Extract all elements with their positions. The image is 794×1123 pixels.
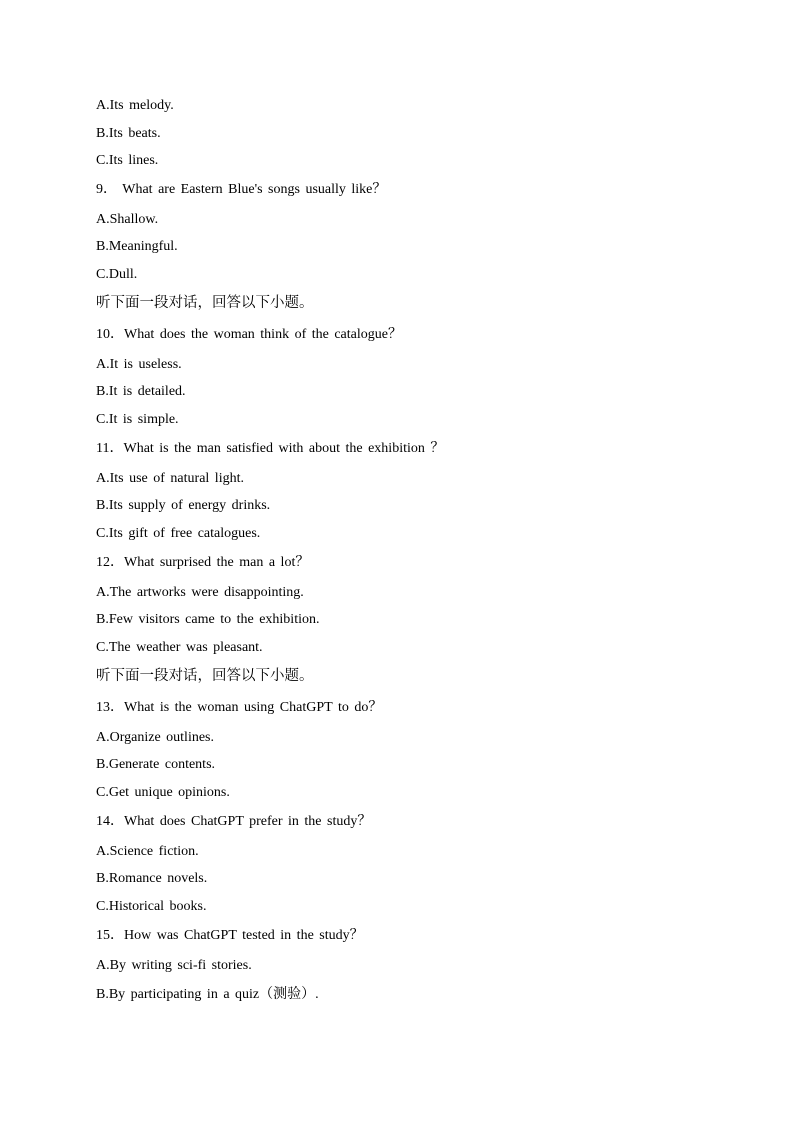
question-15: 15．How was ChatGPT tested in the study？ xyxy=(96,928,364,943)
option-13c: C.Get unique opinions. xyxy=(96,785,230,800)
option-14b: B.Romance novels. xyxy=(96,871,208,886)
option-14c: C.Historical books. xyxy=(96,899,207,914)
option-11b: B.Its supply of energy drinks. xyxy=(96,498,271,513)
option-9b: B.Meaningful. xyxy=(96,239,178,254)
option-13b: B.Generate contents. xyxy=(96,757,216,772)
option-15b: B.By participating in a quiz（测验）. xyxy=(96,987,319,1002)
question-10: 10．What does the woman think of the catalogue？ xyxy=(96,327,402,342)
option-9c: C.Dull. xyxy=(96,267,138,282)
option-11a: A.Its use of natural light. xyxy=(96,471,244,486)
question-13: 13．What is the woman using ChatGPT to do？ xyxy=(96,700,383,715)
question-14: 14．What does ChatGPT prefer in the study？ xyxy=(96,814,372,829)
question-12: 12．What surprised the man a lot？ xyxy=(96,555,310,570)
option-8a: A.Its melody. xyxy=(96,98,174,113)
option-11c: C.Its gift of free catalogues. xyxy=(96,526,261,541)
section-instruction: 听下面一段对话，回答以下小题。 xyxy=(96,295,314,311)
option-14a: A.Science fiction. xyxy=(96,844,199,859)
option-12b: B.Few visitors came to the exhibition. xyxy=(96,612,320,627)
option-8c: C.Its lines. xyxy=(96,153,159,168)
option-10a: A.It is useless. xyxy=(96,357,182,372)
option-12c: C.The weather was pleasant. xyxy=(96,640,263,655)
option-9a: A.Shallow. xyxy=(96,212,159,227)
option-10b: B.It is detailed. xyxy=(96,384,186,399)
question-9: 9． What are Eastern Blue's songs usually like？ xyxy=(96,182,387,197)
option-10c: C.It is simple. xyxy=(96,412,179,427)
option-13a: A.Organize outlines. xyxy=(96,730,214,745)
option-12a: A.The artworks were disappointing. xyxy=(96,585,304,600)
option-8b: B.Its beats. xyxy=(96,126,161,141)
section-instruction: 听下面一段对话，回答以下小题。 xyxy=(96,668,314,684)
option-15a: A.By writing sci-fi stories. xyxy=(96,958,252,973)
question-11: 11．What is the man satisfied with about the exhibition ？ xyxy=(96,441,445,456)
